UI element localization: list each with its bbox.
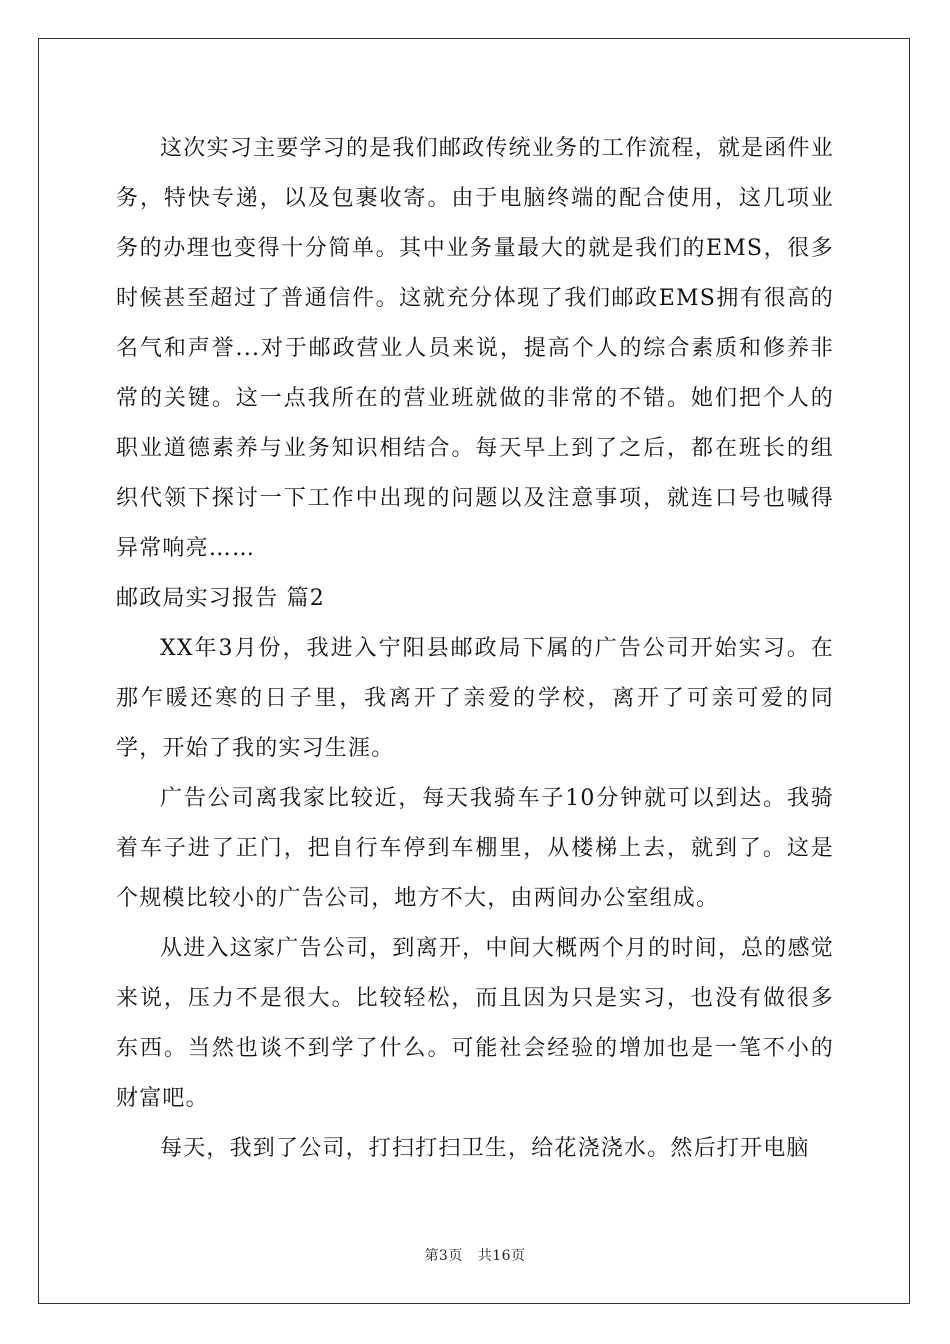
paragraph-3: 广告公司离我家比较近，每天我骑车子10分钟就可以到达。我骑着车子进了正门，把自行车停到车棚里，从楼梯上去，就到了。这是个规模比较小的广告公司，地方不大，由两间办公室组成。 xyxy=(116,786,834,911)
section-heading: 邮政局实习报告 篇2 xyxy=(116,586,325,611)
document-body xyxy=(116,124,834,1174)
page-number: 第3页 xyxy=(424,1248,463,1264)
page-footer xyxy=(0,1245,950,1265)
paragraph-1: 这次实习主要学习的是我们邮政传统业务的工作流程，就是函件业务，特快专递，以及包裹收寄。由于电脑终端的配合使用，这几项业务的办理也变得十分简单。其中业务量最大的就是我们的EMS，很多时候甚至超过了普通信件。这就充分体现了我们邮政EMS拥有很高的名气和声誉...对于邮政营业人员来说，提高个人的综合素质和修养非常的关键。这一点我所在的营业班就做的非常的不错。她们把个人的职业道德素养与业务知识相结合。每天早上到了之后，都在班长的组织代领下探讨一下工作中出现的问题以及注意事项，就连口号也喊得异常响亮…… xyxy=(116,136,834,561)
paragraph-5: 每天，我到了公司，打扫打扫卫生，给花浇浇水。然后打开电脑 xyxy=(160,1136,810,1161)
paragraph-2: XX年3月份，我进入宁阳县邮政局下属的广告公司开始实习。在那乍暖还寒的日子里，我离开了亲爱的学校，离开了可亲可爱的同学，开始了我的实习生涯。 xyxy=(116,636,834,761)
paragraph-4: 从进入这家广告公司，到离开，中间大概两个月的时间，总的感觉来说，压力不是很大。比较轻松，而且因为只是实习，也没有做很多东西。当然也谈不到学了什么。可能社会经验的增加也是一笔不小的财富吧。 xyxy=(116,936,834,1111)
page-total: 共16页 xyxy=(477,1248,526,1264)
